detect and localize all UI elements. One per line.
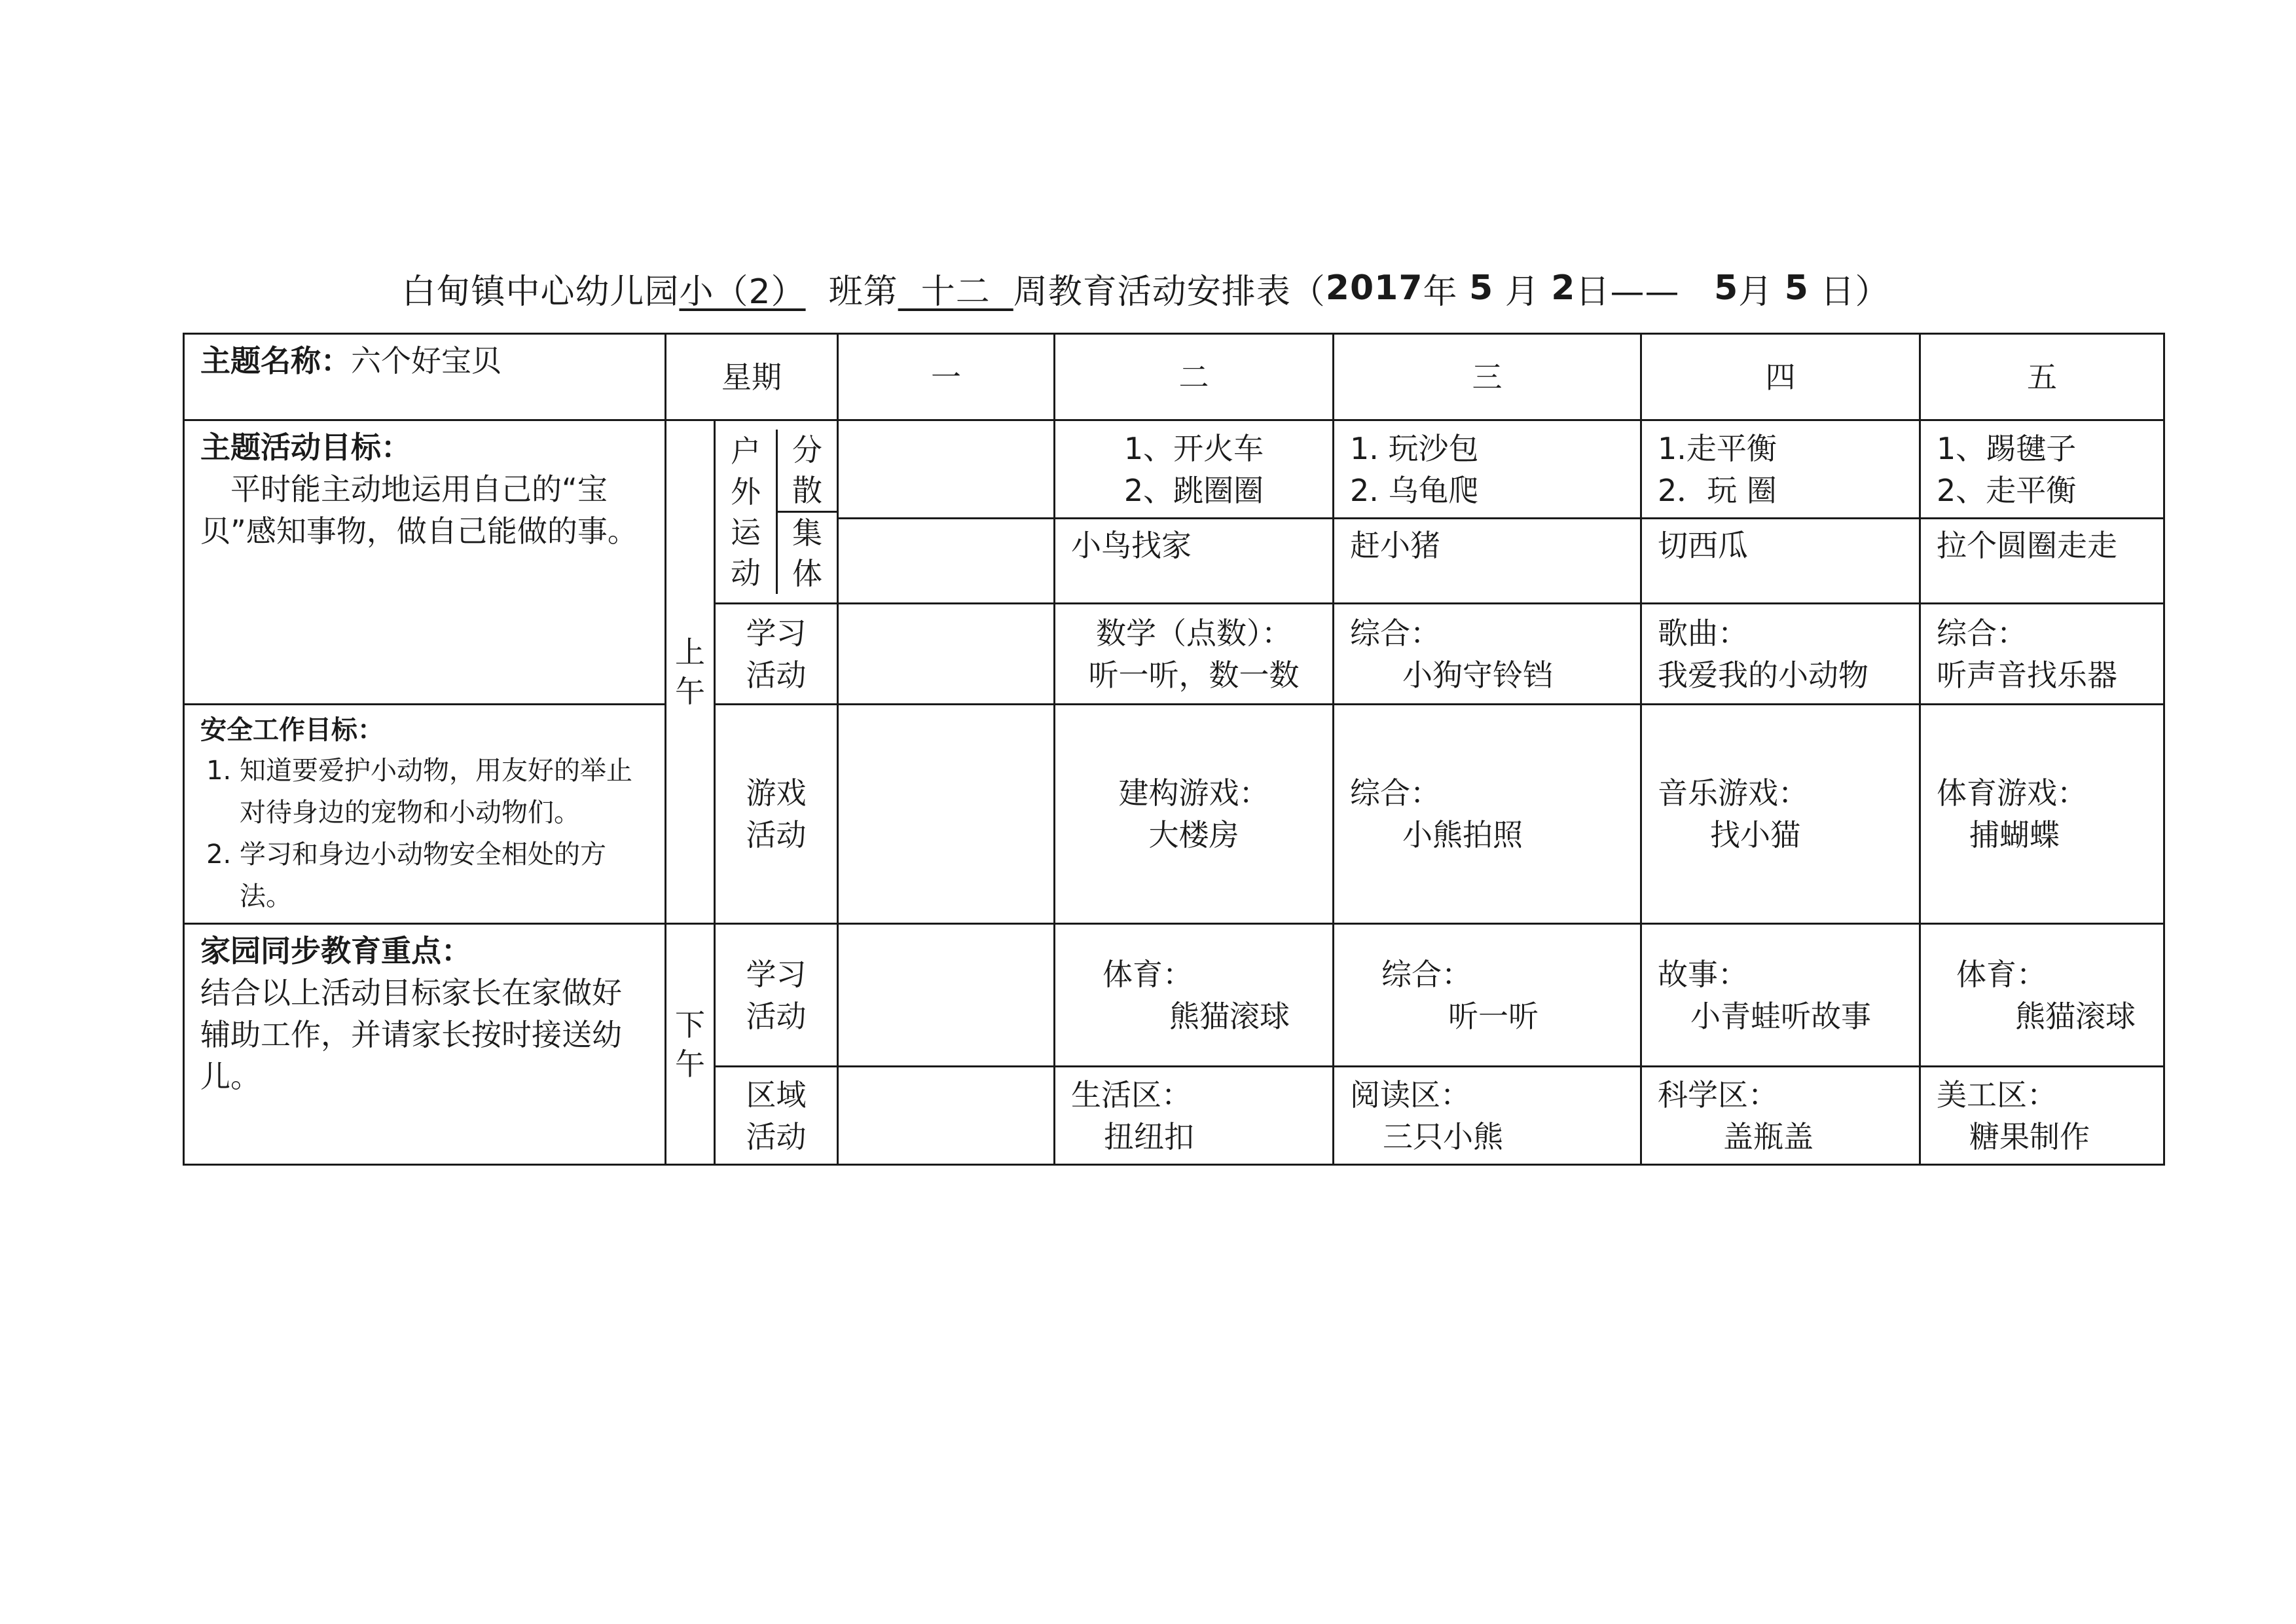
study-thu: 歌曲： 我爱我的小动物	[1641, 604, 1920, 705]
outdoor-activity-cell	[715, 420, 838, 604]
title-text: 日）	[1808, 272, 1890, 312]
title-end-month: 5	[1714, 268, 1739, 308]
study-wed: 综合： 小狗守铃铛	[1334, 604, 1641, 705]
area-tue: 生活区： 扭纽扣	[1055, 1067, 1334, 1165]
safety-item: 2. 学习和身边小动物安全相处的方法。	[240, 834, 649, 917]
pm-study-label: 学习活动	[715, 924, 838, 1067]
group-label: 集体	[792, 515, 822, 591]
schedule-table	[183, 333, 2165, 1166]
study-label: 学习活动	[715, 604, 838, 705]
day-header-mon: 一	[838, 334, 1055, 420]
game-label: 游戏活动	[715, 705, 838, 924]
study-mon	[838, 604, 1055, 705]
scatter-fri: 1、踢毽子 2、走平衡	[1920, 420, 2164, 519]
title-text: 月	[1738, 272, 1785, 312]
activity-goal-text: 平时能主动地运用自己的“宝贝”感知事物，做自己能做的事。	[200, 471, 638, 549]
title-text: 周教育活动安排表（	[1013, 272, 1326, 312]
study-tue: 数学（点数）： 听一听，数一数	[1055, 604, 1334, 705]
day-header-thu: 四	[1641, 334, 1920, 420]
title-start-day: 2	[1551, 268, 1576, 308]
day-header-wed: 三	[1334, 334, 1641, 420]
game-fri: 体育游戏： 捕蝴蝶	[1920, 705, 2164, 924]
outdoor-label: 户外运动	[731, 433, 761, 591]
game-tue: 建构游戏： 大楼房	[1055, 705, 1334, 924]
title-end-day: 5	[1784, 268, 1809, 308]
game-thu: 音乐游戏： 找小猫	[1641, 705, 1920, 924]
home-school-cell	[184, 924, 666, 1165]
morning-label: 上午	[666, 420, 715, 924]
safety-item: 1. 知道要爱护小动物，用友好的举止对待身边的宠物和小动物们。	[240, 750, 649, 834]
afternoon-label: 下午	[666, 924, 715, 1165]
area-fri: 美工区： 糖果制作	[1920, 1067, 2164, 1165]
group-wed: 赶小猪	[1334, 519, 1641, 604]
study-fri: 综合： 听声音找乐器	[1920, 604, 2164, 705]
group-tue: 小鸟找家	[1055, 519, 1334, 604]
activity-goal-label: 主题活动目标：	[200, 430, 411, 465]
pm-study-fri: 体育： 熊猫滚球	[1920, 924, 2164, 1067]
title-class: 小（2）	[679, 272, 806, 312]
safety-goal-cell	[184, 705, 666, 924]
area-wed: 阅读区： 三只小熊	[1334, 1067, 1641, 1165]
day-header-tue: 二	[1055, 334, 1334, 420]
pm-study-mon	[838, 924, 1055, 1067]
scatter-mon	[838, 420, 1055, 519]
group-mon	[838, 519, 1055, 604]
page-title	[183, 262, 2108, 314]
title-year: 2017	[1325, 268, 1423, 308]
weekday-header: 星期	[666, 334, 838, 420]
title-text: 月	[1493, 272, 1552, 312]
day-header-fri: 五	[1920, 334, 2164, 420]
home-school-text: 结合以上活动目标家长在家做好辅助工作，并请家长按时接送幼儿。	[200, 975, 622, 1094]
pm-study-wed: 综合： 听一听	[1334, 924, 1641, 1067]
title-text: 年	[1423, 272, 1470, 312]
title-kindergarten: 白甸镇中心幼儿园	[401, 272, 680, 312]
scatter-thu: 1.走平衡 2．玩 圈	[1641, 420, 1920, 519]
title-text: 日——	[1575, 272, 1715, 312]
area-label: 区域活动	[715, 1067, 838, 1165]
home-school-label: 家园同步教育重点：	[200, 933, 471, 969]
area-mon	[838, 1067, 1055, 1165]
scatter-wed: 1. 玩沙包 2. 乌龟爬	[1334, 420, 1641, 519]
title-start-month: 5	[1469, 268, 1494, 308]
group-thu: 切西瓜	[1641, 519, 1920, 604]
group-fri: 拉个圆圈走走	[1920, 519, 2164, 604]
safety-goal-label: 安全工作目标：	[200, 715, 384, 745]
scatter-tue: 1、开火车 2、跳圈圈	[1055, 420, 1334, 519]
theme-name-cell	[184, 334, 666, 420]
theme-value: 六个好宝贝	[351, 343, 501, 378]
title-week: 十二	[898, 272, 1013, 312]
pm-study-thu: 故事： 小青蛙听故事	[1641, 924, 1920, 1067]
title-text: 班第	[805, 272, 898, 312]
area-thu: 科学区： 盖瓶盖	[1641, 1067, 1920, 1165]
scatter-label: 分散	[778, 430, 837, 513]
pm-study-tue: 体育： 熊猫滚球	[1055, 924, 1334, 1067]
activity-goal-cell	[184, 420, 666, 705]
game-wed: 综合： 小熊拍照	[1334, 705, 1641, 924]
theme-label: 主题名称：	[200, 343, 351, 378]
game-mon	[838, 705, 1055, 924]
